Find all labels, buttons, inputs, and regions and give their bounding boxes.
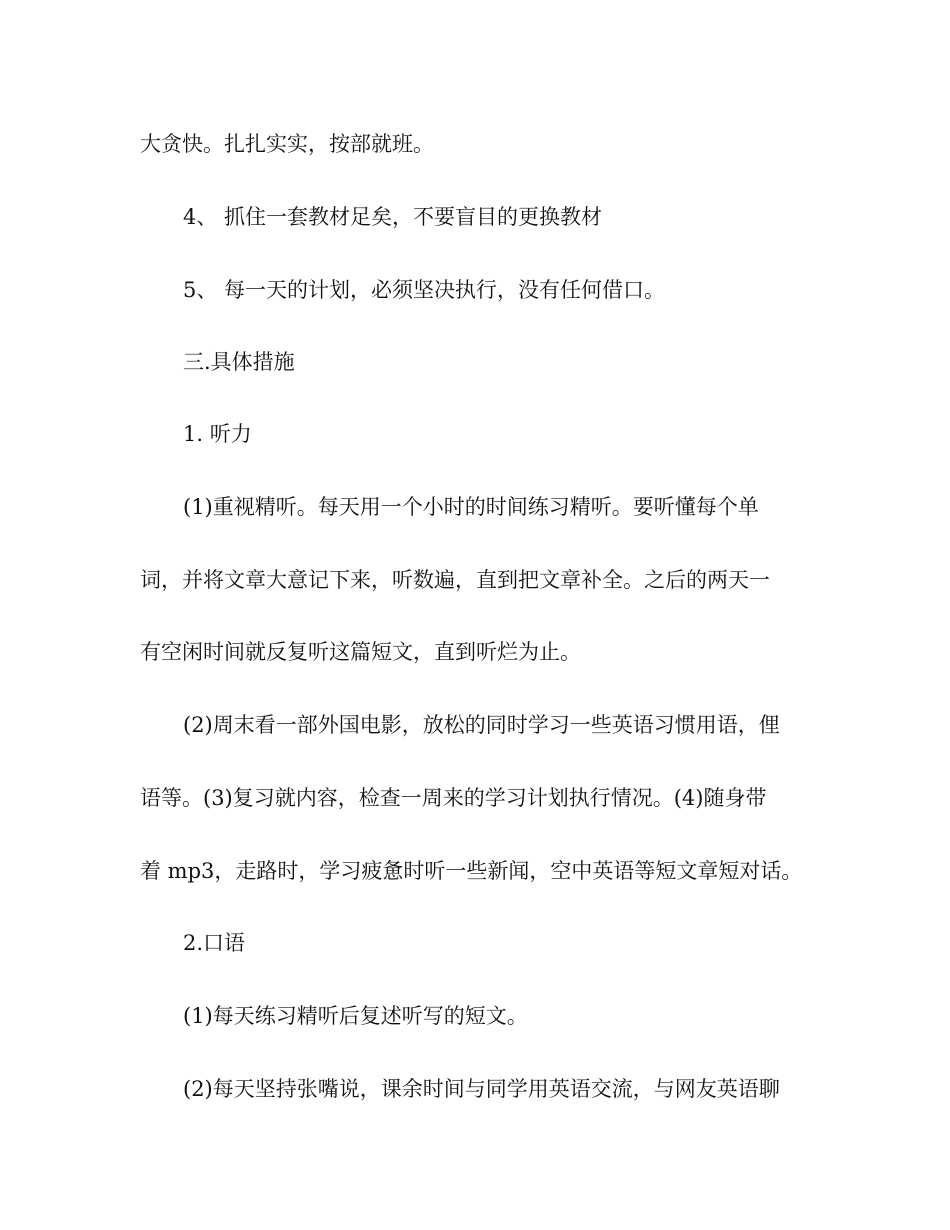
list-item-5: 5、 每一天的计划，必须坚决执行，没有任何借口。 [183, 278, 666, 302]
subsection-heading-speaking: 2.口语 [183, 931, 246, 955]
paragraph-line: (1)重视精听。每天用一个小时的时间练习精听。要听懂每个单 [183, 495, 759, 519]
paragraph-line: (2)每天坚持张嘴说，课余时间与同学用英语交流，与网友英语聊 [183, 1077, 780, 1101]
subsection-heading-listening: 1. 听力 [183, 422, 252, 446]
paragraph-line: 大贪快。扎扎实实，按部就班。 [140, 132, 434, 156]
paragraph-line: 语等。(3)复习就内容，检查一周来的学习计划执行情况。(4)随身带 [140, 786, 767, 810]
list-item-4: 4、 抓住一套教材足矣，不要盲目的更换教材 [183, 205, 603, 229]
paragraph-line: 有空闲时间就反复听这篇短文，直到听烂为止。 [140, 640, 581, 664]
paragraph-line: 着 mp3，走路时，学习疲惫时听一些新闻，空中英语等短文章短对话。 [140, 859, 803, 883]
paragraph-line: 词，并将文章大意记下来，听数遍，直到把文章补全。之后的两天一 [140, 568, 770, 592]
paragraph-line: (1)每天练习精听后复述听写的短文。 [183, 1004, 528, 1028]
paragraph-line: (2)周末看一部外国电影，放松的同时学习一些英语习惯用语，俚 [183, 713, 780, 737]
section-heading: 三.具体措施 [183, 350, 295, 374]
